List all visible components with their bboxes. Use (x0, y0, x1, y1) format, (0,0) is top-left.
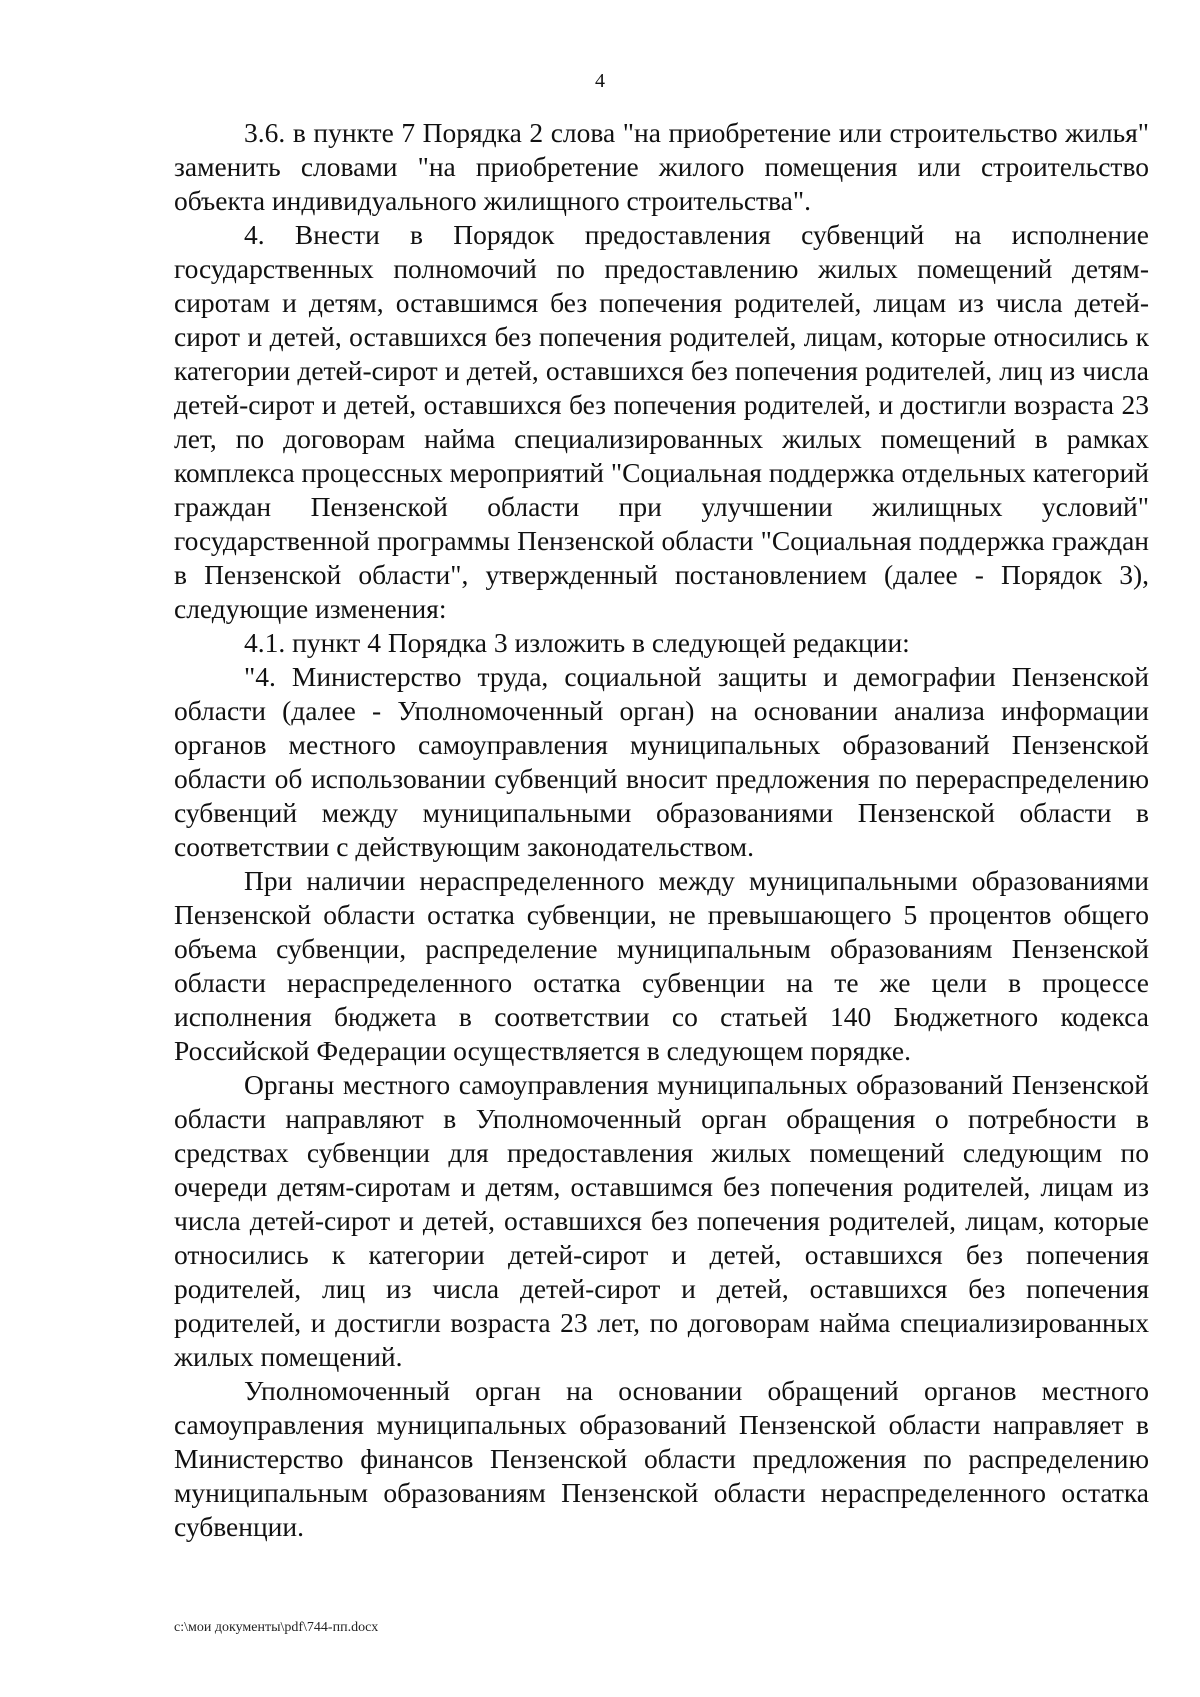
page-number: 4 (595, 70, 605, 92)
paragraph-4: 4. Внести в Порядок предоставления субвенций на исполнение государственных полномочий по предоставлению жилых помещений детям-сиротам и детям, оставшимся без попечения родителей, лицам из числа детей-сирот и детей, оставшихся без попечения родителей, лицам, которые относились к категории детей-сирот и детей, оставшихся без попечения родителей, лиц из числа детей-сирот и детей, оставшихся без попечения родителей, и достигли возраста 23 лет, по договорам найма специализированных жилых помещений в рамках комплекса процессных мероприятий "Социальная поддержка отдельных категорий граждан Пензенской области при улучшении жилищных условий" государственной программы Пензенской области "Социальная поддержка граждан в Пензенской области", утвержденный постановлением (далее - Порядок 3), следующие изменения: (174, 219, 1149, 624)
paragraph-4-1: 4.1. пункт 4 Порядка 3 изложить в следующей редакции: (244, 627, 910, 658)
paragraph-quoted-4: "4. Министерство труда, социальной защиты и демографии Пензенской области (далее - Уполномоченный орган) на основании анализа информации органов местного самоуправления муниципальных образований Пензенской области об использовании субвенций вносит предложения по перераспределению субвенций между муниципальными образованиями Пензенской области в соответствии с действующим законодательством. (174, 661, 1149, 862)
paragraph-remainder: При наличии нераспределенного между муниципальными образованиями Пензенской области остатка субвенции, не превышающего 5 процентов общего объема субвенции, распределение муниципальным образованиям Пензенской области нераспределенного остатка субвенции на те же цели в процессе исполнения бюджета в соответствии со статьей 140 Бюджетного кодекса Российской Федерации осуществляется в следующем порядке. (174, 865, 1149, 1066)
paragraph-authorized-body: Уполномоченный орган на основании обращений органов местного самоуправления муниципальных образований Пензенской области направляет в Министерство финансов Пензенской области предложения по распределению муниципальным образованиям Пензенской области нераспределенного остатка субвенции. (174, 1375, 1149, 1542)
document-body (174, 116, 1149, 1544)
paragraph-3-6: 3.6. в пункте 7 Порядка 2 слова "на приобретение или строительство жилья" заменить словами "на приобретение жилого помещения или строительство объекта индивидуального жилищного строительства". (174, 117, 1149, 216)
footer-file-path: c:\мои документы\pdf\744-пп.docx (174, 1620, 379, 1635)
paragraph-local-authorities: Органы местного самоуправления муниципальных образований Пензенской области направляют в Уполномоченный орган обращения о потребности в средствах субвенции для предоставления жилых помещений следующим по очереди детям-сиротам и детям, оставшимся без попечения родителей, лицам из числа детей-сирот и детей, оставшихся без попечения родителей, лицам, которые относились к категории детей-сирот и детей, оставшихся без попечения родителей, лиц из числа детей-сирот и детей, оставшихся без попечения родителей, и достигли возраста 23 лет, по договорам найма специализированных жилых помещений. (174, 1069, 1149, 1372)
